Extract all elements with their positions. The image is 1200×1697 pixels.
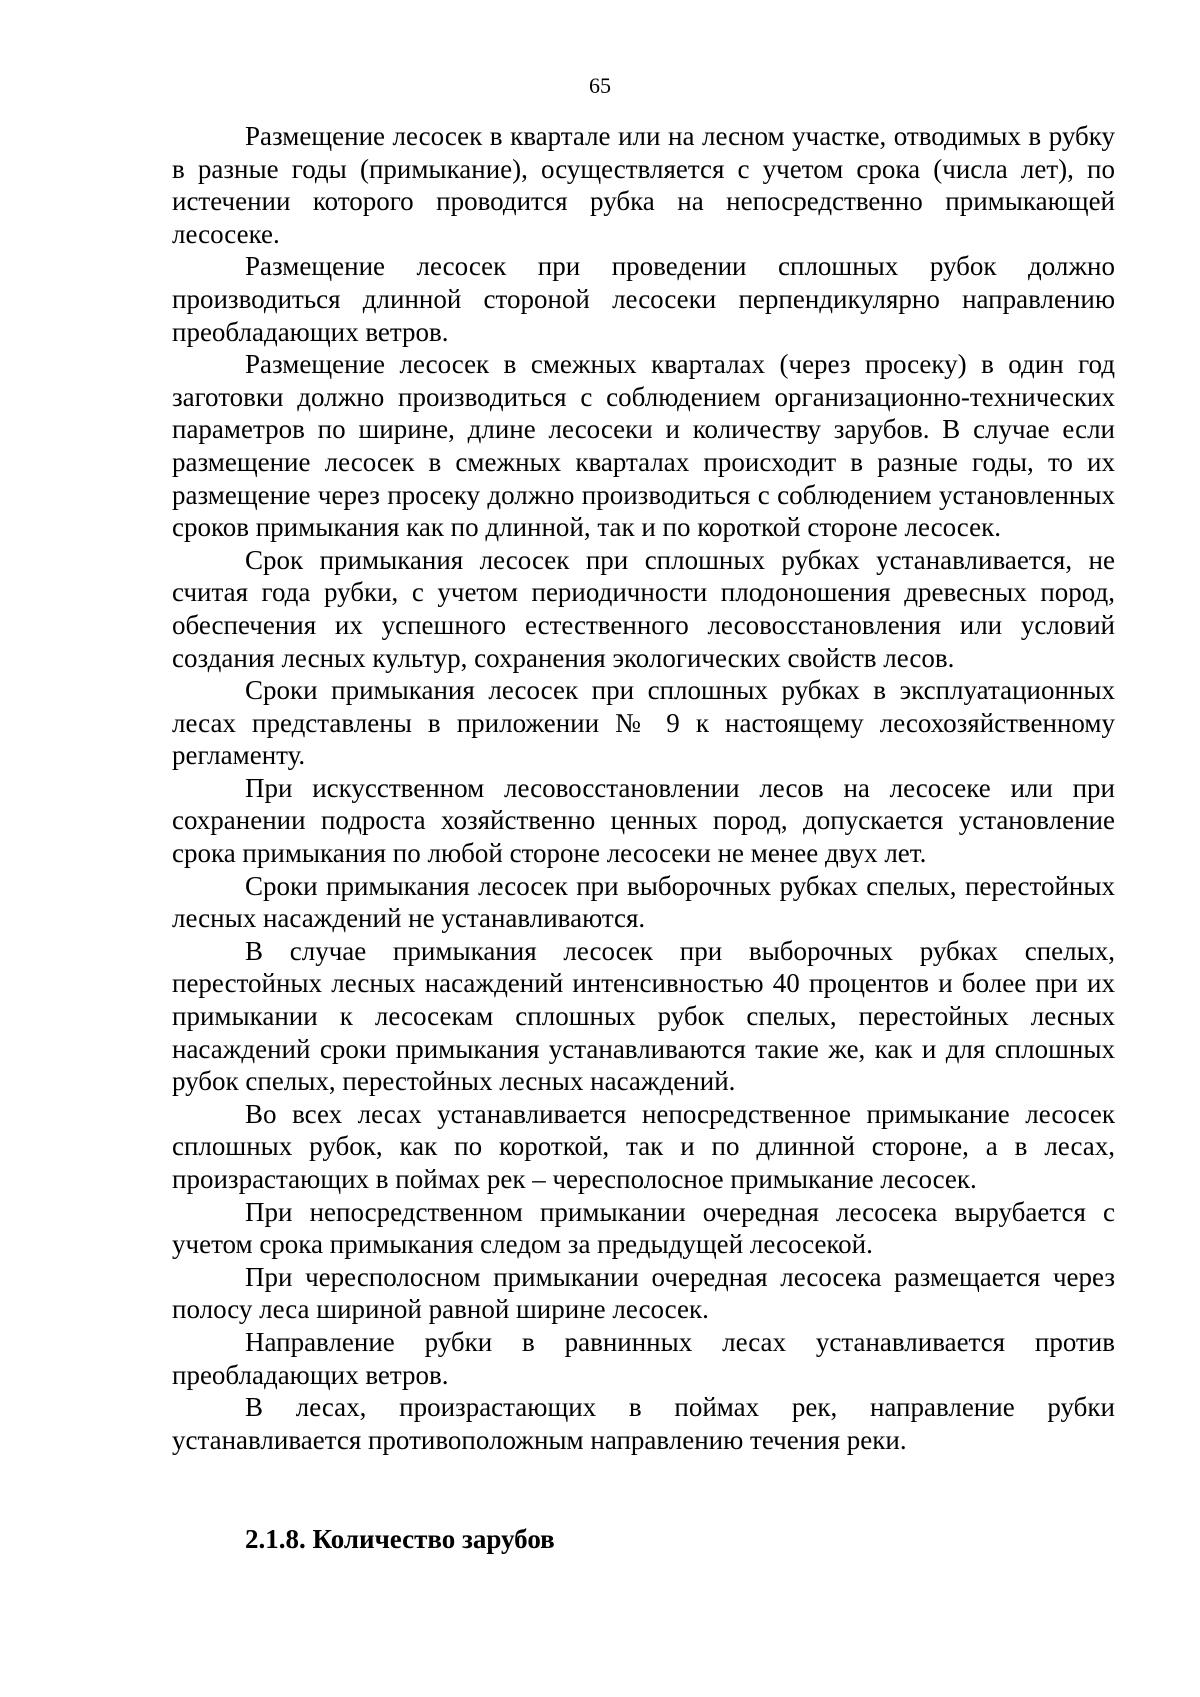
paragraph: Сроки примыкания лесосек при выборочных рубках спелых, перестойных лесных насаждений не устанавливаются. bbox=[172, 870, 1115, 934]
paragraph: Срок примыкания лесосек при сплошных рубках устанавливается, не считая года рубки, с учетом периодичности плодоношения древесных пород, обеспечения их успешного естественного лесовосстановления или условий создания лесных культур, сохранения экологических свойств лесов. bbox=[172, 544, 1115, 673]
paragraph: В лесах, произрастающих в поймах рек, направление рубки устанавливается противоположным направлению течения реки. bbox=[172, 1392, 1115, 1455]
paragraph: При искусственном лесовосстановлении лесов на лесосеке или при сохранении подроста хозяйственно ценных пород, допускается установление срока примыкания по любой стороне лесосеки не менее двух лет. bbox=[172, 772, 1115, 869]
paragraph: Размещение лесосек в квартале или на лесном участке, отводимых в рубку в разные годы (примыкание), осуществляется с учетом срока (числа лет), по истечении которого проводится рубка на непосредственно примыкающей лесосеке. bbox=[172, 121, 1115, 249]
section-heading: 2.1.8. Количество зарубов bbox=[245, 1524, 555, 1554]
page-number: 65 bbox=[589, 73, 611, 98]
paragraph: Направление рубки в равнинных лесах устанавливается против преобладающих ветров. bbox=[172, 1326, 1115, 1390]
paragraph: Во всех лесах устанавливается непосредственное примыкание лесосек сплошных рубок, как по короткой, так и по длинной стороне, а в лесах, произрастающих в поймах рек – чересполосное примыкание лесосек. bbox=[172, 1098, 1115, 1194]
paragraph: Размещение лесосек при проведении сплошных рубок должно производиться длинной стороной лесосеки перпендикулярно направлению преобладающих ветров. bbox=[172, 251, 1115, 347]
paragraph: Размещение лесосек в смежных кварталах (через просеку) в один год заготовки должно производиться с соблюдением организационно-технических параметров по ширине, длине лесосеки и количеству зарубов. В случае если размещение лесосек в смежных кварталах происходит в разные годы, то их размещение через просеку должно производиться с соблюдением установленных сроков примыкания как по длинной, так и по короткой стороне лесосек. bbox=[172, 349, 1115, 543]
paragraph: В случае примыкания лесосек при выборочных рубках спелых, перестойных лесных насаждений интенсивностью 40 процентов и более при их примыкании к лесосекам сплошных рубок спелых, перестойных лесных насаждений сроки примыкания устанавливаются такие же, как и для сплошных рубок спелых, перестойных лесных насаждений. bbox=[172, 935, 1115, 1097]
body-text bbox=[172, 120, 1115, 1456]
paragraph: При непосредственном примыкании очередная лесосека вырубается с учетом срока примыкания следом за предыдущей лесосекой. bbox=[172, 1196, 1115, 1260]
paragraph: Сроки примыкания лесосек при сплошных рубках в эксплуатационных лесах представлены в приложении № 9 к настоящему лесохозяйственному регламенту. bbox=[172, 675, 1115, 771]
paragraph: При чересполосном примыкании очередная лесосека размещается через полосу леса шириной равной ширине лесосек. bbox=[172, 1261, 1115, 1325]
